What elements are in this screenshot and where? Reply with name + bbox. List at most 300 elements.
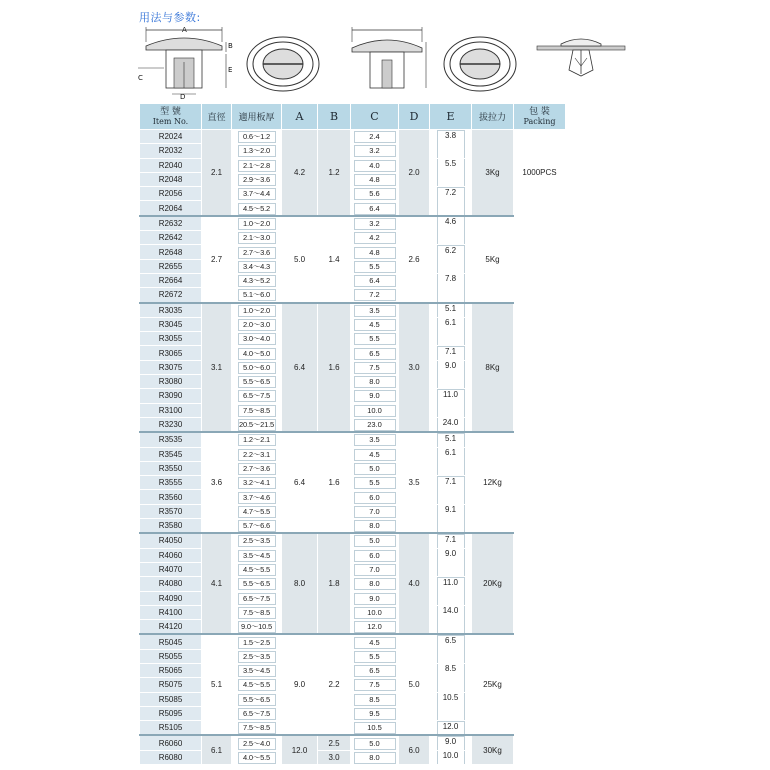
cell-thickness-value: 1.5～2.5 xyxy=(238,637,276,649)
cell-item-no: R3075 xyxy=(140,360,202,374)
cell-thickness xyxy=(232,476,282,490)
cell-item-no: R5085 xyxy=(140,692,202,706)
cell-e-value: 4.6 xyxy=(437,216,465,245)
spec-group xyxy=(140,130,566,216)
table-header-row xyxy=(140,104,566,130)
cell-thickness-value: 2.2～3.1 xyxy=(238,449,276,461)
cell-item-no: R5065 xyxy=(140,663,202,677)
cell-e xyxy=(430,721,472,736)
cell-thickness-value: 3.7～4.4 xyxy=(238,188,276,200)
cell-thickness-value: 5.7～6.6 xyxy=(238,520,276,532)
header-packing-cn: 包 裝 xyxy=(529,107,550,117)
cell-c-value: 5.0 xyxy=(354,738,396,750)
cell-thickness-value: 9.0～10.5 xyxy=(238,621,276,633)
cell-item-no: R4080 xyxy=(140,577,202,591)
header-diameter: 直徑 xyxy=(202,104,232,130)
cell-c-value: 4.5 xyxy=(354,637,396,649)
cell-e xyxy=(430,750,472,764)
cell-diameter: 3.6 xyxy=(202,432,232,533)
cell-item-no: R5045 xyxy=(140,634,202,649)
dim-label-c: C xyxy=(138,74,143,82)
cell-e xyxy=(430,432,472,447)
cell-c-value: 10.0 xyxy=(354,405,396,417)
cell-c xyxy=(351,634,399,649)
spec-table xyxy=(139,103,565,765)
cell-c-value: 4.2 xyxy=(354,232,396,244)
cell-item-no: R2642 xyxy=(140,231,202,245)
cell-thickness-value: 2.1～3.0 xyxy=(238,232,276,244)
cell-thickness xyxy=(232,417,282,432)
dim-label-a: A xyxy=(182,26,187,34)
cell-thickness-value: 4.5～5.5 xyxy=(238,564,276,576)
header-b: B xyxy=(318,104,351,130)
cell-thickness xyxy=(232,591,282,605)
cell-c xyxy=(351,447,399,461)
cell-c-value: 10.0 xyxy=(354,607,396,619)
cell-c-value: 7.2 xyxy=(354,289,396,301)
spec-group xyxy=(140,303,566,433)
cell-a: 5.0 xyxy=(282,216,318,303)
spec-group xyxy=(140,634,566,735)
cell-thickness-value: 5.5～6.5 xyxy=(238,376,276,388)
cell-e xyxy=(430,130,472,159)
cell-d: 2.0 xyxy=(399,130,430,216)
cell-c xyxy=(351,360,399,374)
cell-thickness xyxy=(232,706,282,720)
cell-c-value: 23.0 xyxy=(354,419,396,431)
dim-label-b: B xyxy=(228,42,233,50)
cell-b: 1.8 xyxy=(318,533,351,634)
cell-thickness xyxy=(232,172,282,186)
cell-thickness xyxy=(232,533,282,548)
cell-b: 1.6 xyxy=(318,432,351,533)
cell-c xyxy=(351,417,399,432)
cell-d: 5.0 xyxy=(399,634,430,735)
cell-c xyxy=(351,620,399,635)
cell-thickness-value: 1.0～2.0 xyxy=(238,305,276,317)
cell-thickness-value: 4.3～5.2 xyxy=(238,275,276,287)
cell-c xyxy=(351,172,399,186)
cell-c-value: 8.0 xyxy=(354,752,396,764)
cell-e-value: 5.1 xyxy=(437,433,465,447)
cell-item-no: R4050 xyxy=(140,533,202,548)
cell-c-value: 8.0 xyxy=(354,376,396,388)
cell-c xyxy=(351,476,399,490)
dim-label-d: D xyxy=(180,93,186,100)
spec-group xyxy=(140,735,566,764)
cell-thickness xyxy=(232,201,282,216)
cell-thickness-value: 2.7～3.6 xyxy=(238,463,276,475)
cell-diameter: 2.1 xyxy=(202,130,232,216)
cell-thickness-value: 7.5～8.5 xyxy=(238,405,276,417)
cell-e xyxy=(430,577,472,606)
cell-a: 12.0 xyxy=(282,735,318,764)
cell-c xyxy=(351,548,399,562)
cell-item-no: R2048 xyxy=(140,172,202,186)
cell-pull: 20Kg xyxy=(472,533,514,634)
cell-item-no: R5055 xyxy=(140,649,202,663)
cell-c xyxy=(351,389,399,403)
table-row xyxy=(140,216,566,231)
cell-thickness xyxy=(232,663,282,677)
cell-thickness xyxy=(232,735,282,750)
cell-thickness xyxy=(232,750,282,764)
cell-item-no: R3555 xyxy=(140,476,202,490)
cell-c-value: 10.5 xyxy=(354,722,396,734)
header-item-cn: 型 號 xyxy=(160,107,181,117)
cell-c-value: 6.5 xyxy=(354,665,396,677)
cell-e-value: 24.0 xyxy=(437,417,465,432)
cell-c xyxy=(351,562,399,576)
cell-item-no: R3580 xyxy=(140,519,202,534)
cell-e-value: 6.2 xyxy=(437,245,465,274)
cell-c-value: 2.4 xyxy=(354,131,396,143)
cell-e-value: 5.5 xyxy=(437,158,465,187)
cell-thickness-value: 6.5～7.5 xyxy=(238,708,276,720)
cell-thickness-value: 3.5～4.5 xyxy=(238,550,276,562)
cell-thickness-value: 3.2～4.1 xyxy=(238,477,276,489)
cell-thickness xyxy=(232,562,282,576)
cell-thickness-value: 5.0～6.0 xyxy=(238,362,276,374)
cell-thickness-value: 2.1～2.8 xyxy=(238,160,276,172)
cell-c xyxy=(351,692,399,706)
cell-thickness xyxy=(232,577,282,591)
cell-c xyxy=(351,591,399,605)
cell-thickness-value: 2.5～4.0 xyxy=(238,738,276,750)
cell-e-value: 11.0 xyxy=(437,389,465,418)
header-packing-en: Packing xyxy=(523,117,556,126)
cell-item-no: R4100 xyxy=(140,605,202,619)
cell-e xyxy=(430,548,472,577)
cell-c xyxy=(351,158,399,172)
cell-thickness xyxy=(232,273,282,287)
cell-thickness-value: 6.5～7.5 xyxy=(238,390,276,402)
cell-c-value: 5.5 xyxy=(354,261,396,273)
cell-pull: 5Kg xyxy=(472,216,514,303)
table-row xyxy=(140,634,566,649)
cell-c-value: 3.2 xyxy=(354,218,396,230)
cell-b: 2.5 xyxy=(318,735,351,750)
cell-c-value: 8.5 xyxy=(354,694,396,706)
cell-thickness xyxy=(232,389,282,403)
header-pull: 拔拉力 xyxy=(472,104,514,130)
cell-e-value: 11.0 xyxy=(437,577,465,606)
cell-item-no: R3035 xyxy=(140,303,202,318)
cell-e xyxy=(430,346,472,360)
cell-thickness xyxy=(232,461,282,475)
cell-e-value: 9.0 xyxy=(437,360,465,389)
cell-item-no: R3550 xyxy=(140,461,202,475)
cell-item-no: R4090 xyxy=(140,591,202,605)
cell-e xyxy=(430,533,472,548)
cell-c xyxy=(351,130,399,144)
cell-pull: 3Kg xyxy=(472,130,514,216)
cell-thickness-value: 3.5～4.5 xyxy=(238,665,276,677)
cell-e xyxy=(430,317,472,346)
cell-c-value: 6.4 xyxy=(354,275,396,287)
table-row xyxy=(140,130,566,144)
cell-item-no: R5095 xyxy=(140,706,202,720)
cell-thickness-value: 2.0～3.0 xyxy=(238,319,276,331)
cell-c-value: 9.5 xyxy=(354,708,396,720)
cell-item-no: R2632 xyxy=(140,216,202,231)
cell-e-value: 12.0 xyxy=(437,721,465,736)
cell-c-value: 4.8 xyxy=(354,247,396,259)
cell-c xyxy=(351,187,399,201)
cell-c xyxy=(351,288,399,303)
cell-thickness xyxy=(232,303,282,318)
header-c: C xyxy=(351,104,399,130)
cell-e-value: 9.0 xyxy=(437,736,465,750)
cell-e-value: 6.5 xyxy=(437,635,465,664)
cell-diameter: 6.1 xyxy=(202,735,232,764)
cell-e xyxy=(430,158,472,187)
cell-thickness-value: 5.5～6.5 xyxy=(238,578,276,590)
rivet-installed-diagram xyxy=(535,30,627,80)
cell-c xyxy=(351,231,399,245)
cell-e-value: 7.1 xyxy=(437,476,465,505)
cell-b: 2.2 xyxy=(318,634,351,735)
cell-item-no: R3230 xyxy=(140,417,202,432)
cell-thickness xyxy=(232,259,282,273)
cell-pull: 30Kg xyxy=(472,735,514,764)
cell-c-value: 8.0 xyxy=(354,578,396,590)
cell-c xyxy=(351,317,399,331)
spec-group xyxy=(140,216,566,303)
cell-e xyxy=(430,360,472,389)
cell-pull: 8Kg xyxy=(472,303,514,433)
cell-c-value: 9.0 xyxy=(354,390,396,402)
cell-e-value: 9.1 xyxy=(437,504,465,533)
cell-thickness-value: 4.0～5.5 xyxy=(238,752,276,764)
cell-c-value: 4.0 xyxy=(354,160,396,172)
cell-e xyxy=(430,303,472,318)
cell-c xyxy=(351,303,399,318)
cell-c xyxy=(351,259,399,273)
cell-item-no: R2032 xyxy=(140,144,202,158)
cell-d: 3.5 xyxy=(399,432,430,533)
cell-e xyxy=(430,273,472,302)
cell-item-no: R2664 xyxy=(140,273,202,287)
header-item-en: Item No. xyxy=(152,117,189,126)
cell-e xyxy=(430,476,472,505)
cell-c-value: 4.5 xyxy=(354,319,396,331)
cell-c xyxy=(351,332,399,346)
cell-c xyxy=(351,706,399,720)
cell-c xyxy=(351,346,399,360)
cell-a: 4.2 xyxy=(282,130,318,216)
cell-item-no: R3090 xyxy=(140,389,202,403)
table-row xyxy=(140,432,566,447)
cell-c xyxy=(351,735,399,750)
cell-c xyxy=(351,245,399,259)
cell-c-value: 6.0 xyxy=(354,550,396,562)
cell-pull: 25Kg xyxy=(472,634,514,735)
cell-thickness xyxy=(232,216,282,231)
cell-item-no: R2024 xyxy=(140,130,202,144)
dim-label-e: E xyxy=(228,66,233,74)
cell-thickness-value: 7.5～8.5 xyxy=(238,722,276,734)
cell-c xyxy=(351,273,399,287)
cell-c xyxy=(351,504,399,518)
cell-c-value: 7.0 xyxy=(354,564,396,576)
cell-e-value: 7.2 xyxy=(437,187,465,216)
cell-thickness-value: 1.0～2.0 xyxy=(238,218,276,230)
cell-c-value: 6.5 xyxy=(354,348,396,360)
cell-item-no: R2064 xyxy=(140,201,202,216)
cell-e-value: 10.5 xyxy=(437,692,465,721)
cell-thickness xyxy=(232,317,282,331)
cell-thickness xyxy=(232,721,282,736)
cell-c-value: 5.5 xyxy=(354,477,396,489)
cell-thickness xyxy=(232,375,282,389)
cell-c-value: 5.0 xyxy=(354,535,396,547)
cell-thickness xyxy=(232,346,282,360)
cell-e xyxy=(430,389,472,418)
cell-thickness-value: 1.2～2.1 xyxy=(238,434,276,446)
cell-a: 6.4 xyxy=(282,432,318,533)
cell-thickness xyxy=(232,130,282,144)
cell-e-value: 9.0 xyxy=(437,548,465,577)
cell-e-value: 7.1 xyxy=(437,346,465,360)
cell-thickness-value: 3.7～4.6 xyxy=(238,492,276,504)
cell-thickness xyxy=(232,678,282,692)
cell-e-value: 6.1 xyxy=(437,447,465,476)
cell-thickness xyxy=(232,447,282,461)
cell-c-value: 3.5 xyxy=(354,305,396,317)
rivet-top-view-diagram-1 xyxy=(243,33,323,95)
cell-diameter: 5.1 xyxy=(202,634,232,735)
cell-c-value: 5.5 xyxy=(354,333,396,345)
spec-group xyxy=(140,432,566,533)
cell-c xyxy=(351,490,399,504)
cell-c xyxy=(351,375,399,389)
cell-thickness xyxy=(232,634,282,649)
cell-thickness-value: 5.1～6.0 xyxy=(238,289,276,301)
cell-b: 1.2 xyxy=(318,130,351,216)
cell-c xyxy=(351,678,399,692)
cell-c-value: 9.0 xyxy=(354,593,396,605)
cell-c-value: 8.0 xyxy=(354,520,396,532)
cell-e xyxy=(430,735,472,750)
cell-e-value: 14.0 xyxy=(437,605,465,634)
cell-item-no: R4070 xyxy=(140,562,202,576)
cell-c xyxy=(351,663,399,677)
cell-e xyxy=(430,663,472,692)
cell-e xyxy=(430,187,472,216)
table-row xyxy=(140,533,566,548)
cell-e-value: 10.0 xyxy=(437,750,465,764)
table-row xyxy=(140,735,566,750)
cell-c-value: 3.5 xyxy=(354,434,396,446)
cell-e xyxy=(430,216,472,245)
cell-b: 1.6 xyxy=(318,303,351,433)
cell-item-no: R3560 xyxy=(140,490,202,504)
cell-c xyxy=(351,403,399,417)
cell-thickness-value: 3.0～4.0 xyxy=(238,333,276,345)
cell-thickness xyxy=(232,692,282,706)
cell-e xyxy=(430,417,472,432)
cell-thickness xyxy=(232,605,282,619)
cell-c-value: 5.0 xyxy=(354,463,396,475)
cell-e-value: 7.8 xyxy=(437,273,465,302)
cell-thickness xyxy=(232,144,282,158)
cell-thickness xyxy=(232,231,282,245)
cell-c xyxy=(351,519,399,534)
cell-item-no: R3545 xyxy=(140,447,202,461)
cell-thickness xyxy=(232,548,282,562)
cell-thickness xyxy=(232,332,282,346)
cell-item-no: R2648 xyxy=(140,245,202,259)
header-packing xyxy=(514,104,566,130)
cell-e-value: 8.5 xyxy=(437,663,465,692)
header-a: A xyxy=(282,104,318,130)
cell-d: 4.0 xyxy=(399,533,430,634)
cell-thickness-value: 6.5～7.5 xyxy=(238,593,276,605)
cell-item-no: R3535 xyxy=(140,432,202,447)
cell-thickness-value: 2.9～3.6 xyxy=(238,174,276,186)
cell-c-value: 4.5 xyxy=(354,449,396,461)
cell-c xyxy=(351,461,399,475)
cell-item-no: R2655 xyxy=(140,259,202,273)
cell-c xyxy=(351,605,399,619)
cell-thickness-value: 5.5～6.5 xyxy=(238,694,276,706)
cell-d: 3.0 xyxy=(399,303,430,433)
cell-e-value: 3.8 xyxy=(437,130,465,159)
cell-thickness xyxy=(232,360,282,374)
cell-b: 3.0 xyxy=(318,750,351,764)
cell-e xyxy=(430,692,472,721)
cell-c-value: 7.5 xyxy=(354,362,396,374)
cell-c-value: 7.0 xyxy=(354,506,396,518)
cell-item-no: R3045 xyxy=(140,317,202,331)
cell-item-no: R2056 xyxy=(140,187,202,201)
table-row xyxy=(140,303,566,318)
cell-c-value: 5.5 xyxy=(354,651,396,663)
cell-c xyxy=(351,649,399,663)
cell-e xyxy=(430,245,472,274)
cell-e xyxy=(430,504,472,533)
cell-e-value: 5.1 xyxy=(437,303,465,317)
cell-thickness-value: 3.4～4.3 xyxy=(238,261,276,273)
cell-item-no: R4120 xyxy=(140,620,202,635)
cell-item-no: R5075 xyxy=(140,678,202,692)
cell-c xyxy=(351,216,399,231)
cell-thickness-value: 4.7～5.5 xyxy=(238,506,276,518)
cell-b: 1.4 xyxy=(318,216,351,303)
cell-thickness-value: 2.7～3.6 xyxy=(238,247,276,259)
spec-group xyxy=(140,533,566,634)
cell-c-value: 6.4 xyxy=(354,203,396,215)
cell-item-no: R3055 xyxy=(140,332,202,346)
cell-e xyxy=(430,447,472,476)
cell-thickness-value: 2.5～3.5 xyxy=(238,651,276,663)
cell-item-no: R6060 xyxy=(140,735,202,750)
cell-c-value: 3.2 xyxy=(354,145,396,157)
cell-thickness-value: 4.5～5.5 xyxy=(238,679,276,691)
cell-thickness-value: 0.6～1.2 xyxy=(238,131,276,143)
cell-thickness xyxy=(232,187,282,201)
cell-item-no: R2672 xyxy=(140,288,202,303)
cell-diameter: 3.1 xyxy=(202,303,232,433)
cell-thickness xyxy=(232,504,282,518)
cell-pull: 12Kg xyxy=(472,432,514,533)
cell-thickness-value: 7.5～8.5 xyxy=(238,607,276,619)
cell-c xyxy=(351,577,399,591)
cell-item-no: R6080 xyxy=(140,750,202,764)
cell-c xyxy=(351,144,399,158)
header-d: D xyxy=(399,104,430,130)
